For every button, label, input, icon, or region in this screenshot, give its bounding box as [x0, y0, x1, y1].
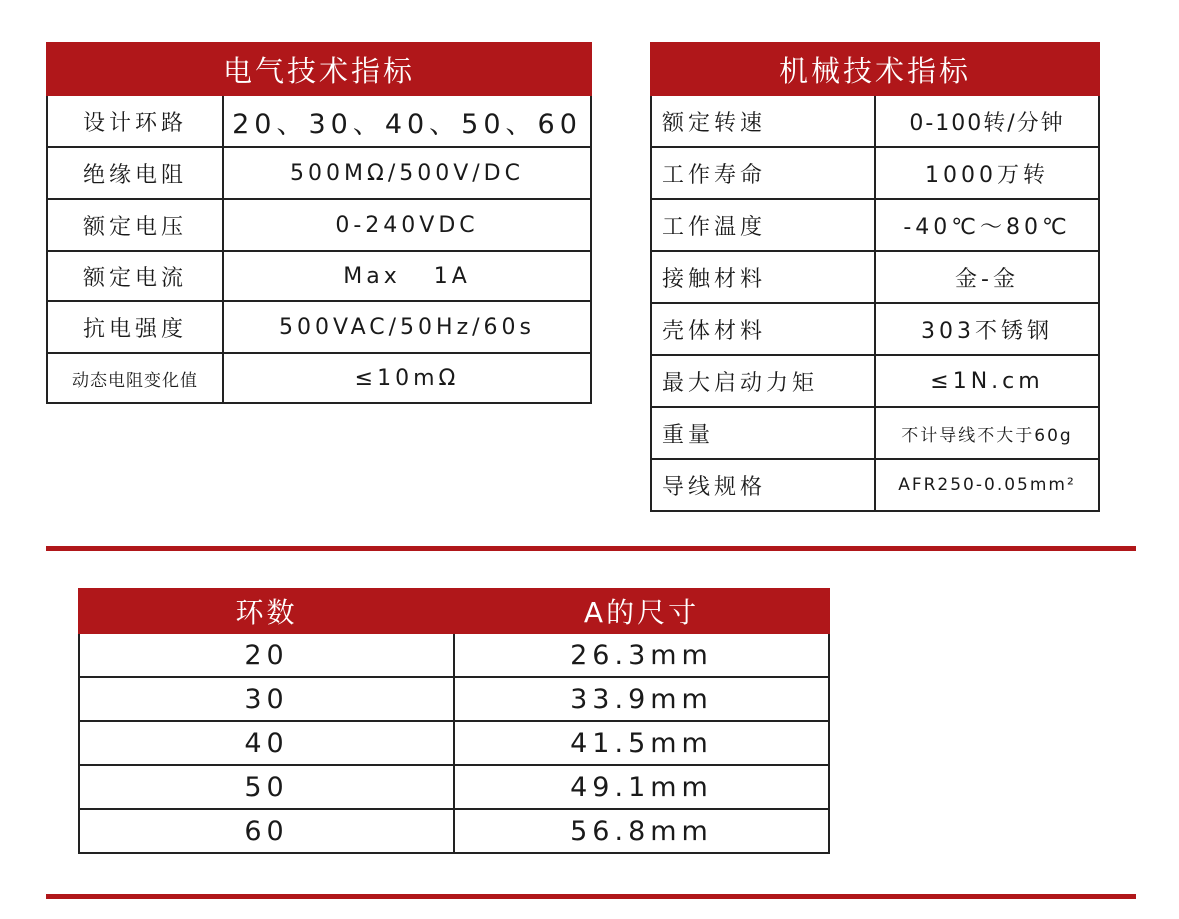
spec-value: 0-240VDC	[223, 199, 591, 251]
table-row	[79, 809, 829, 853]
ring-count: 40	[79, 721, 454, 765]
spec-label: 额定电流	[47, 251, 223, 301]
table-row	[47, 95, 591, 147]
spec-label: 最大启动力矩	[651, 355, 875, 407]
spec-value: 0-100转/分钟	[875, 95, 1099, 147]
spec-label: 接触材料	[651, 251, 875, 303]
ring-dimension-table	[78, 588, 830, 854]
table-row	[651, 147, 1099, 199]
a-size: 49.1mm	[454, 765, 829, 809]
ring-count: 50	[79, 765, 454, 809]
table-row	[47, 353, 591, 403]
table-row	[47, 199, 591, 251]
spec-value: 303不锈钢	[875, 303, 1099, 355]
header-a-size: A的尺寸	[454, 589, 829, 633]
spec-value: 500VAC/50Hz/60s	[223, 301, 591, 353]
table-row	[47, 251, 591, 301]
electrical-title: 电气技术指标	[47, 43, 591, 95]
header-ring-count: 环数	[79, 589, 454, 633]
ring-count: 60	[79, 809, 454, 853]
a-size: 41.5mm	[454, 721, 829, 765]
table-row	[79, 677, 829, 721]
spec-value: 500MΩ/500V/DC	[223, 147, 591, 199]
mechanical-title: 机械技术指标	[651, 43, 1099, 95]
table-row	[651, 407, 1099, 459]
spec-value: AFR250-0.05mm²	[875, 459, 1099, 511]
spec-label: 抗电强度	[47, 301, 223, 353]
a-size: 26.3mm	[454, 633, 829, 677]
mechanical-specs-table	[650, 42, 1100, 512]
divider-line	[46, 546, 1136, 551]
table-row	[79, 721, 829, 765]
table-row	[79, 765, 829, 809]
divider-line	[46, 894, 1136, 899]
spec-value: 1000万转	[875, 147, 1099, 199]
spec-label: 额定转速	[651, 95, 875, 147]
table-row	[79, 633, 829, 677]
table-row	[651, 199, 1099, 251]
spec-label: 工作寿命	[651, 147, 875, 199]
table-row	[651, 303, 1099, 355]
a-size: 33.9mm	[454, 677, 829, 721]
spec-value: ≤10mΩ	[223, 353, 591, 403]
spec-value: 不计导线不大于60g	[875, 407, 1099, 459]
spec-label: 导线规格	[651, 459, 875, 511]
spec-label: 壳体材料	[651, 303, 875, 355]
spec-value: 金-金	[875, 251, 1099, 303]
spec-value: Max 1A	[223, 251, 591, 301]
spec-label: 工作温度	[651, 199, 875, 251]
spec-value: ≤1N.cm	[875, 355, 1099, 407]
table-row	[651, 459, 1099, 511]
spec-label: 重量	[651, 407, 875, 459]
spec-value: -40℃～80℃	[875, 199, 1099, 251]
spec-label: 设计环路	[47, 95, 223, 147]
table-row	[651, 95, 1099, 147]
table-row	[47, 301, 591, 353]
table-row	[47, 147, 591, 199]
electrical-specs-table	[46, 42, 592, 404]
spec-value: 20、30、40、50、60	[223, 95, 591, 147]
table-row	[651, 251, 1099, 303]
spec-label: 额定电压	[47, 199, 223, 251]
ring-count: 20	[79, 633, 454, 677]
spec-label: 绝缘电阻	[47, 147, 223, 199]
ring-count: 30	[79, 677, 454, 721]
table-row	[651, 355, 1099, 407]
a-size: 56.8mm	[454, 809, 829, 853]
spec-label: 动态电阻变化值	[47, 353, 223, 403]
